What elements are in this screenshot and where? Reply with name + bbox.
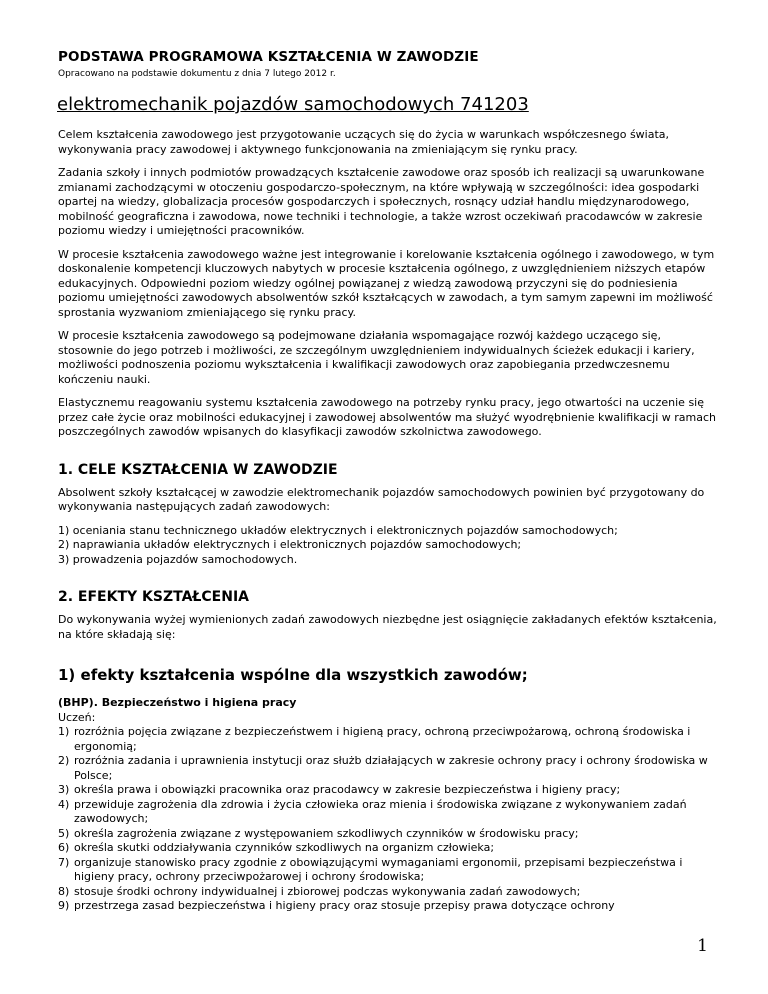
list-item: 2) naprawiania układów elektrycznych i elektronicznych pojazdów samochodowych; (58, 538, 522, 551)
page-number: 1 (697, 936, 708, 956)
list-item: 4) przewiduje zagrożenia dla zdrowia i życia człowieka oraz mienia i środowiska związane z wykonywaniem zadań zawodowych; (58, 797, 687, 825)
task-list (58, 524, 718, 568)
subsection-heading-bhp: (BHP). Bezpieczeństwo i higiena pracy (58, 696, 297, 709)
document-subtitle: Opracowano na podstawie dokumentu z dnia 7 lutego 2012 r. (58, 69, 336, 79)
list-item: 8) stosuje środki ochrony indywidualnej i zbiorowej podczas wykonywania zadań zawodowych; (58, 884, 581, 898)
list-item: 5) określa zagrożenia związane z występowaniem szkodliwych czynników w środowisku pracy; (58, 826, 579, 840)
intro-paragraph: Zadania szkoły i innych podmiotów prowadzących kształcenie zawodowe oraz sposób ich realizacji są uwarunkowane zmianami zachodzącymi w otoczeniu gospodarczo-społecznym, na które wpływają w szczególności: idea gospodarki opartej na wiedzy, globalizacja procesów gospodarczych i społecznych, rosnący udział handlu międzynarodowego, mobilność geograficzna i zawodowa, nowe techniki i technologie, a także wzrost oczekiwań pracodawców w zakresie poziomu wiedzy i umiejętności pracowników. (58, 166, 705, 237)
section-lead: Do wykonywania wyżej wymienionych zadań zawodowych niezbędne jest osiągnięcie zakładanych efektów kształcenia, na które składają się: (58, 613, 717, 641)
bhp-list (58, 725, 718, 914)
section-heading-effects: 2. EFEKTY KSZTAŁCENIA (58, 589, 250, 605)
list-item: 9) przestrzega zasad bezpieczeństwa i higieny pracy oraz stosuje przepisy prawa dotyczące ochrony (58, 899, 615, 912)
list-item: 7) organizuje stanowisko pracy zgodnie z obowiązującymi wymaganiami ergonomii, przepisami bezpieczeństwa i higieny pracy, ochrony przeciwpożarowej i ochrony środowiska; (58, 855, 683, 883)
intro-paragraph: Elastycznemu reagowaniu systemu kształcenia zawodowego na potrzeby rynku pracy, jego otwartości na uczenie się przez całe życie oraz mobilności edukacyjnej i zawodowej absolwentów ma służyć wyodrębnienie kwalifikacji w ramach poszczególnych zawodów wpisanych do klasyfikacji zawodów szkolnictwa zawodowego. (58, 396, 717, 438)
section-heading-common-effects: 1) efekty kształcenia wspólne dla wszystkich zawodów; (58, 666, 528, 684)
list-item: 1) rozróżnia pojęcia związane z bezpieczeństwem i higieną pracy, ochroną przeciwpożarową, ochroną środowiska i ergonomią; (58, 725, 691, 753)
list-item: 6) określa skutki oddziaływania czynników szkodliwych na organizm człowieka; (58, 841, 495, 854)
intro-paragraph: W procesie kształcenia zawodowego ważne jest integrowanie i korelowanie kształcenia ogólnego i zawodowego, w tym doskonalenie kompetencji kluczowych nabytych w procesie kształcenia ogólnego, z uwzględnieniem niższych etapów edukacyjnych. Odpowiedni poziom wiedzy ogólnej powiązanej z wiedzą zawodową przyczyni się do podniesienia poziomu umiejętności zawodowych absolwentów szkół kształcących w zawodach, a tym samym zapewni im możliwość sprostania wyzwaniom zmieniającego się rynku pracy. (58, 247, 715, 319)
document-body (58, 128, 718, 914)
section-lead: Absolwent szkoły kształcącej w zawodzie elektromechanik pojazdów samochodowych powinien być przygotowany do wykonywania następujących zadań zawodowych: (58, 485, 705, 513)
list-item: 2) rozróżnia zadania i uprawnienia instytucji oraz służb działających w zakresie ochrony pracy i ochrony środowiska w Polsce; (58, 754, 708, 782)
subsection-lead: Uczeń: (58, 710, 96, 724)
list-item: 1) oceniania stanu technicznego układów elektrycznych i elektronicznych pojazdów samochodowych; (58, 523, 618, 537)
document-title: PODSTAWA PROGRAMOWA KSZTAŁCENIA W ZAWODZIE (58, 49, 479, 65)
list-item: 3) prowadzenia pojazdów samochodowych. (58, 552, 298, 566)
section-heading-goals: 1. CELE KSZTAŁCENIA W ZAWODZIE (58, 461, 338, 478)
profession-title: elektromechanik pojazdów samochodowych 741203 (57, 94, 529, 115)
intro-paragraph: Celem kształcenia zawodowego jest przygotowanie uczących się do życia w warunkach współczesnego świata, wykonywania pracy zawodowej i aktywnego funkcjonowania na zmieniającym się rynku pracy. (58, 128, 670, 156)
list-item: 3) określa prawa i obowiązki pracownika oraz pracodawcy w zakresie bezpieczeństwa i higieny pracy; (58, 783, 621, 796)
intro-paragraph: W procesie kształcenia zawodowego są podejmowane działania wspomagające rozwój każdego uczącego się, stosownie do jego potrzeb i możliwości, ze szczególnym uwzględnieniem indywidualnych ścieżek edukacji i kariery, możliwości podnoszenia poziomu wykształcenia i kwalifikacji zawodowych oraz zapobiegania przedwczesnemu kończeniu nauki. (58, 329, 695, 386)
